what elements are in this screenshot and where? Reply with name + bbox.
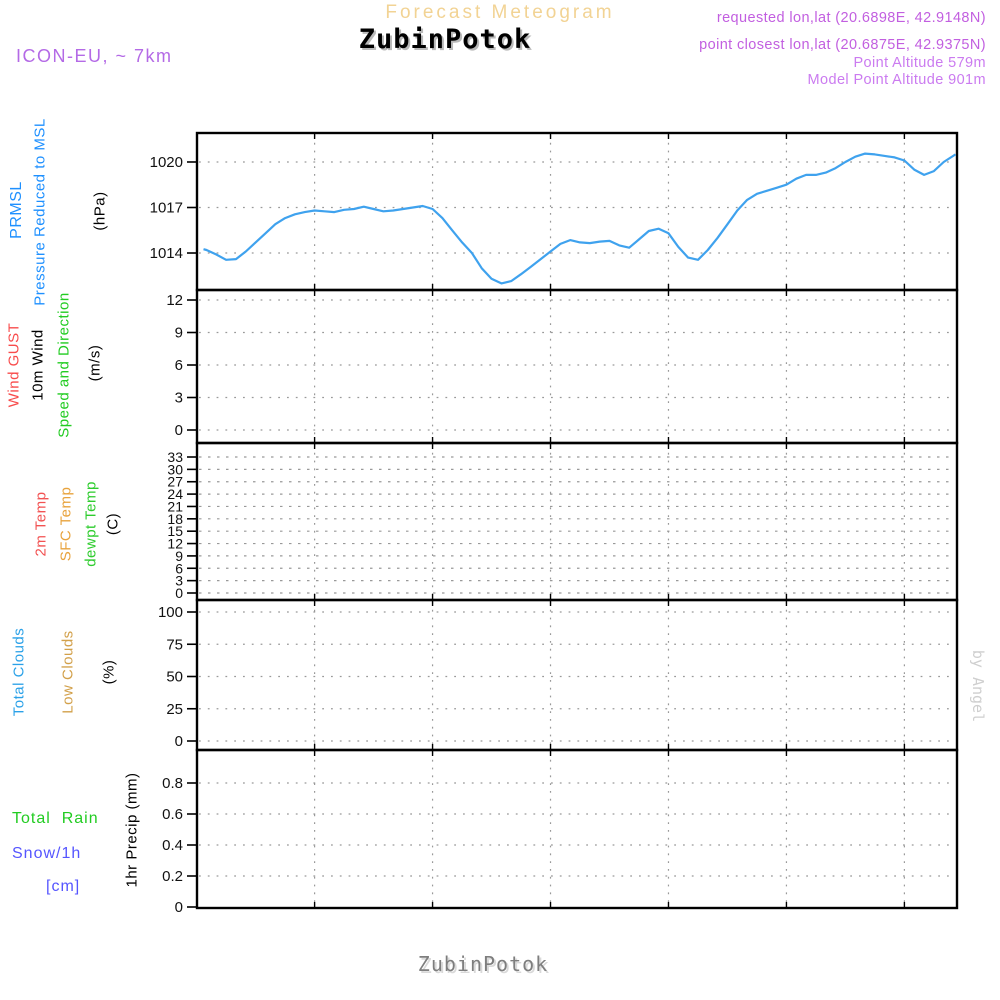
wind-gust-label: Wind GUST — [5, 322, 23, 408]
svg-text:12: 12 — [167, 535, 183, 552]
svg-text:1020: 1020 — [149, 153, 183, 171]
clouds-total-label: Total Clouds — [10, 627, 28, 717]
svg-text:24: 24 — [167, 486, 183, 503]
model-name-label: ICON-EU, ~ 7km — [16, 46, 173, 66]
svg-text:3: 3 — [174, 389, 183, 407]
pressure-series — [204, 154, 956, 284]
svg-text:1017: 1017 — [149, 199, 183, 217]
svg-text:15: 15 — [167, 523, 183, 540]
svg-text:0.2: 0.2 — [162, 868, 183, 885]
precip-cm-label: [cm] — [46, 878, 81, 895]
temp-sfc-label: SFC Temp — [57, 486, 75, 562]
svg-text:12: 12 — [166, 292, 183, 310]
pressure-long-label: Pressure Reduced to MSL — [31, 118, 49, 306]
pressure-unit-label: (hPa) — [91, 191, 109, 231]
temp-2m-label: 2m Temp — [32, 491, 50, 557]
svg-text:9: 9 — [174, 324, 183, 342]
wind-10m-label: 10m Wind — [29, 329, 47, 401]
watermark: by Angel — [969, 649, 987, 723]
svg-text:3: 3 — [175, 572, 183, 589]
series-layer — [204, 154, 956, 284]
model-point-altitude: Model Point Altitude 901m — [807, 72, 986, 88]
svg-text:6: 6 — [175, 560, 183, 577]
station-title: ZubinPotok — [358, 24, 532, 55]
clouds-low-label: Low Clouds — [59, 630, 77, 714]
svg-text:0: 0 — [174, 733, 183, 750]
svg-text:33: 33 — [167, 449, 183, 466]
svg-text:18: 18 — [167, 510, 183, 527]
requested-coordinates: requested lon,lat (20.6898E, 42.9148N) — [716, 10, 986, 26]
svg-text:0: 0 — [174, 899, 183, 916]
page-title: Forecast Meteogram — [385, 2, 615, 23]
svg-text:0: 0 — [174, 422, 183, 439]
panel-3 — [158, 600, 957, 750]
svg-text:75: 75 — [166, 636, 183, 654]
prmsl-label: PRMSL — [8, 181, 25, 239]
svg-text:30: 30 — [167, 461, 183, 478]
panel-2 — [167, 443, 957, 601]
svg-text:21: 21 — [167, 498, 183, 515]
precip-rain-label: Total Rain — [12, 810, 99, 827]
closest-coordinates: point closest lon,lat (20.6875E, 42.9375N) — [699, 37, 986, 53]
svg-text:9: 9 — [175, 547, 183, 564]
svg-text:0: 0 — [175, 585, 183, 601]
svg-text:50: 50 — [166, 668, 183, 686]
svg-text:27: 27 — [167, 473, 183, 490]
svg-text:25: 25 — [166, 700, 183, 718]
panel-4 — [162, 750, 957, 916]
temp-dew-label: dewpt Temp — [82, 481, 100, 567]
precip-snow-label: Snow/1h — [12, 845, 82, 862]
temp-unit-label: (C) — [104, 512, 122, 536]
svg-text:0.6: 0.6 — [162, 806, 183, 823]
precip-unit-label: 1hr Precip (mm) — [123, 772, 141, 888]
svg-text:6: 6 — [174, 357, 183, 375]
panel-0 — [150, 133, 957, 290]
svg-text:0.4: 0.4 — [162, 837, 183, 854]
clouds-unit-label: (%) — [100, 659, 118, 685]
svg-text:1014: 1014 — [149, 245, 183, 263]
wind-unit-label: (m/s) — [86, 344, 104, 382]
svg-text:0.8: 0.8 — [162, 775, 183, 792]
wind-speed-dir-label: Speed and Direction — [55, 292, 73, 438]
footer-station-name: ZubinPotok — [417, 952, 549, 976]
point-altitude: Point Altitude 579m — [853, 55, 986, 71]
panel-1 — [166, 290, 957, 443]
svg-text:100: 100 — [157, 604, 183, 621]
